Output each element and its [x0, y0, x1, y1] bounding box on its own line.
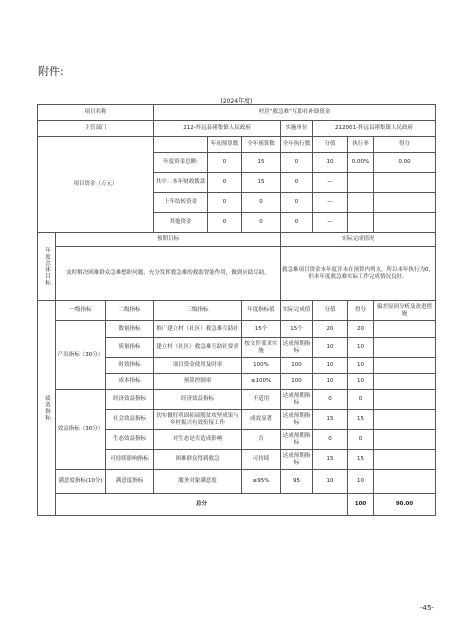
- funds-header-cell: 全年预算数: [242, 137, 281, 153]
- perf-row: [38, 390, 436, 410]
- funds-cell: 0: [242, 193, 281, 213]
- perf-target: ≤100%: [242, 374, 281, 390]
- perf-deviation: [374, 321, 436, 338]
- perf-header-row: [38, 301, 436, 321]
- perf-deviation: [374, 338, 436, 358]
- funds-cell: 0: [208, 193, 242, 213]
- perf-deviation: [374, 390, 436, 410]
- perf-l3: 建立村（社区）救急难互助社要求: [154, 338, 242, 358]
- funds-cell: [374, 213, 436, 233]
- perf-deviation: [374, 430, 436, 450]
- funds-header-cell: 分值: [313, 137, 348, 153]
- perf-l3: 推广建立村（社区）救急难互助社: [154, 321, 242, 338]
- actual-goal-header: 实际完成情况: [281, 233, 436, 247]
- perf-target: 可持续: [242, 450, 281, 470]
- perf-l2: 满意度指标: [106, 470, 154, 494]
- perf-label: 绩效指标: [38, 301, 56, 516]
- perf-l3: 经济效益指标: [154, 390, 242, 410]
- perf-deviation: [374, 470, 436, 494]
- perf-got: 10: [348, 374, 374, 390]
- perf-l3: 服务对象满意度: [154, 470, 242, 494]
- funds-cell: 0.00%: [348, 153, 374, 173]
- funds-row-label: 上年结转资金: [154, 193, 208, 213]
- expected-goal-text: 及时解决困难群众急难愁盼问题，充分发挥救急难的救助智能作用，做到应助尽助。: [56, 247, 281, 301]
- perf-actual: 达成预期指标: [281, 430, 313, 450]
- perf-target: 按文件要求实施: [242, 338, 281, 358]
- funds-cell: 0: [208, 213, 242, 233]
- funds-cell: [348, 173, 374, 193]
- unit-label: 实施单位: [281, 121, 313, 137]
- perf-l2: 质量指标: [106, 338, 154, 358]
- perf-target: 不适用: [242, 390, 281, 410]
- perf-header-cell: 得分: [348, 301, 374, 321]
- perf-got: 0: [348, 430, 374, 450]
- performance-table: [37, 104, 436, 516]
- perf-score: 10: [313, 338, 348, 358]
- perf-header-cell: 分值: [313, 301, 348, 321]
- goal-label: 年度总体目标: [38, 233, 56, 301]
- satisfaction-indicator-label: 满意度指标(10分): [56, 470, 106, 494]
- perf-score: 15: [313, 450, 348, 470]
- perf-deviation: [374, 410, 436, 430]
- unit-value: 212001-怀远县褚集镇人民政府: [313, 121, 436, 137]
- perf-score: 20: [313, 321, 348, 338]
- funds-cell: 0: [281, 193, 313, 213]
- perf-score: 15: [313, 410, 348, 430]
- funds-cell: —: [313, 173, 348, 193]
- perf-l3: 切实做好巩固拓展脱贫攻坚成果与乡村振兴有效衔接工作: [154, 410, 242, 430]
- perf-row: [38, 470, 436, 494]
- funds-header-row: [38, 137, 436, 153]
- funds-header-cell: 得分: [374, 137, 436, 153]
- perf-l2: 可持续影响指标: [106, 450, 154, 470]
- goal-content-row: [38, 247, 436, 301]
- project-name-label: 项目名称: [38, 105, 154, 121]
- perf-got: 10: [348, 358, 374, 374]
- perf-l3: 困难群众得到救急: [154, 450, 242, 470]
- perf-score: 10: [313, 374, 348, 390]
- funds-label: 项目资金（万元）: [38, 137, 154, 233]
- perf-header-cell: 实际完成值: [281, 301, 313, 321]
- funds-header-cell: 执行率: [348, 137, 374, 153]
- perf-actual: 95: [281, 470, 313, 494]
- perf-score: 0: [313, 430, 348, 450]
- year-label: (2024年度): [220, 98, 253, 105]
- goal-header-row: [38, 233, 436, 247]
- funds-row-label: 年度资金总额:: [154, 153, 208, 173]
- funds-row-label: 其中：本年财政拨款: [154, 173, 208, 193]
- perf-target: 100%: [242, 358, 281, 374]
- perf-target: ≥95%: [242, 470, 281, 494]
- perf-l3: 对生态是否造成影响: [154, 430, 242, 450]
- perf-actual: 达成预期指标: [281, 338, 313, 358]
- funds-cell: 0: [281, 213, 313, 233]
- funds-cell: [374, 193, 436, 213]
- funds-cell: 0: [281, 173, 313, 193]
- funds-cell: 0.00: [374, 153, 436, 173]
- department-value: 212-怀远县褚集镇人民政府: [154, 121, 281, 137]
- perf-got: 10: [348, 470, 374, 494]
- perf-l2: 经济效益指标: [106, 390, 154, 410]
- total-label: 总分: [56, 494, 348, 516]
- perf-got: 15: [348, 450, 374, 470]
- perf-score: 10: [313, 470, 348, 494]
- funds-cell: —: [313, 193, 348, 213]
- total-score: 100: [348, 494, 374, 516]
- perf-target: 否: [242, 430, 281, 450]
- funds-cell: 10: [313, 153, 348, 173]
- perf-deviation: [374, 374, 436, 390]
- perf-l2: 数量指标: [106, 321, 154, 338]
- funds-cell: [374, 173, 436, 193]
- funds-cell: 0: [208, 153, 242, 173]
- total-row: [38, 494, 436, 516]
- perf-actual: 达成预期指标: [281, 450, 313, 470]
- page-number: -45-: [420, 604, 434, 612]
- perf-header-cell: 一级指标: [56, 301, 106, 321]
- perf-l2: 生态效益指标: [106, 430, 154, 450]
- perf-l2: 社会效益指标: [106, 410, 154, 430]
- actual-goal-text: 救急难项目资金本年度并未在预算内列支，所以本年执行为0，但本年度救急难实际工作完成情况良好。: [281, 247, 436, 301]
- total-got: 90.00: [374, 494, 436, 516]
- funds-cell: [348, 193, 374, 213]
- funds-header-cell: 全年执行数: [281, 137, 313, 153]
- funds-cell: 0: [281, 153, 313, 173]
- perf-got: 10: [348, 338, 374, 358]
- funds-cell: 15: [242, 153, 281, 173]
- perf-row: [38, 321, 436, 338]
- perf-header-cell: 偏差原因分析及改进措施: [374, 301, 436, 321]
- benefit-indicator-label: 效益指标（30分）: [56, 390, 106, 470]
- project-name-value: 村居“救急难”互助社补助资金: [154, 105, 436, 121]
- perf-deviation: [374, 358, 436, 374]
- perf-got: 20: [348, 321, 374, 338]
- funds-cell: —: [313, 213, 348, 233]
- funds-cell: 0: [242, 213, 281, 233]
- perf-actual: 100: [281, 358, 313, 374]
- attachment-label: 附件:: [38, 65, 64, 78]
- perf-deviation: [374, 450, 436, 470]
- funds-row-label: 其他资金: [154, 213, 208, 233]
- perf-l3: 项目资金使用及时率: [154, 358, 242, 374]
- funds-header-cell: 年初预算数: [208, 137, 242, 153]
- perf-actual: 100: [281, 374, 313, 390]
- perf-actual: 15个: [281, 321, 313, 338]
- funds-cell: 0: [208, 173, 242, 193]
- perf-l2: 时效指标: [106, 358, 154, 374]
- department-row: [38, 121, 436, 137]
- expected-goal-header: 预期目标: [56, 233, 281, 247]
- perf-score: 0: [313, 390, 348, 410]
- funds-cell: 15: [242, 173, 281, 193]
- project-name-row: [38, 105, 436, 121]
- output-indicator-label: 产出指标（30分）: [56, 321, 106, 390]
- perf-header-cell: 年度指标值: [242, 301, 281, 321]
- perf-l3: 预算控制率: [154, 374, 242, 390]
- perf-actual: 达成预期指标: [281, 390, 313, 410]
- funds-cell: [348, 213, 374, 233]
- perf-actual: 达成预期指标: [281, 410, 313, 430]
- perf-got: 0: [348, 390, 374, 410]
- funds-header-empty: [154, 137, 208, 153]
- department-label: 主管部门: [38, 121, 154, 137]
- perf-got: 15: [348, 410, 374, 430]
- perf-target: 成效显著: [242, 410, 281, 430]
- perf-header-cell: 二级指标: [106, 301, 154, 321]
- perf-score: 10: [313, 358, 348, 374]
- perf-header-cell: 三级指标: [154, 301, 242, 321]
- perf-target: 15个: [242, 321, 281, 338]
- perf-l2: 成本指标: [106, 374, 154, 390]
